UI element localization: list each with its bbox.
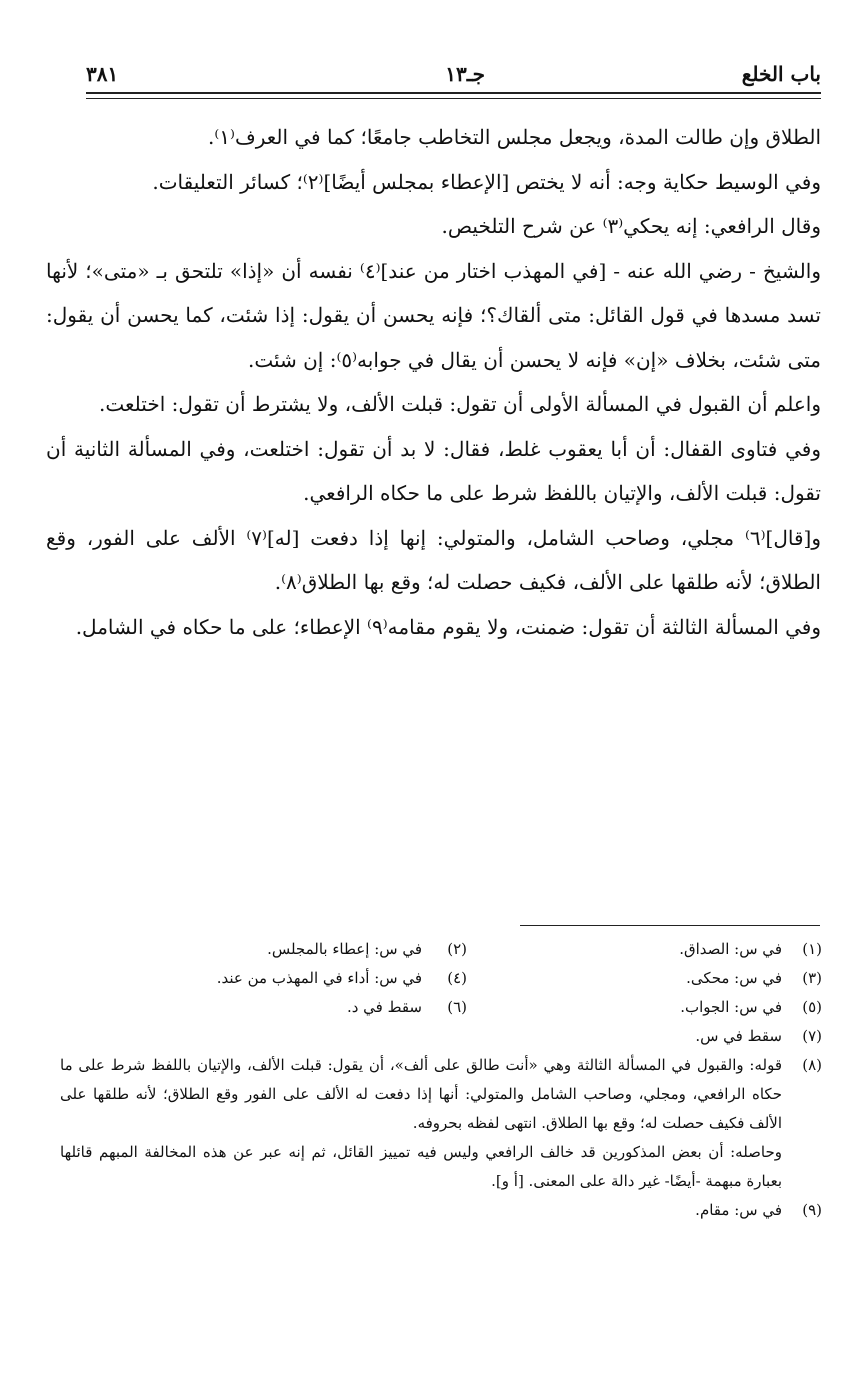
footnote-row (60, 1022, 822, 1051)
paragraph: وفي الوسيط حكاية وجه: أنه لا يختص [الإعطاء بمجلس أيضًا]⁽٢⁾؛ كسائر التعليقات. (152, 169, 821, 194)
footnote-number: (٧) (802, 1027, 822, 1045)
header-rule-thin (86, 98, 821, 99)
page-number: ٣٨١ (86, 62, 119, 86)
footnote-number: (٨) (802, 1056, 822, 1074)
footnotes (60, 935, 822, 1225)
footnote-number: (٢) (447, 940, 467, 958)
footnote-text: في س: محكى. (686, 969, 782, 987)
footnote-number: (١) (802, 940, 822, 958)
footnote-row (60, 964, 822, 993)
chapter-title: باب الخلع (741, 62, 821, 86)
footnote-paragraph: وحاصله: أن بعض المذكورين قد خالف الرافعي وليس فيه تمييز القائل، ثم إنه عبر عن هذه المخالفة المبهم قائلها بعبارة مبهمة -أيضًا- غير دالة على المعنى. [أ و]. (60, 1143, 782, 1190)
footnote-row (60, 1196, 822, 1225)
footnote-text: في س: الصداق. (679, 940, 782, 958)
paragraph: وقال الرافعي: إنه يحكي⁽٣⁾ عن شرح التلخيص. (441, 214, 821, 238)
volume-number: جـ١٣ (445, 62, 485, 86)
footnote-paragraph: قوله: والقبول في المسألة الثالثة وهي «أنت طالق على ألف»، أن يقول: قبلت الألف، والإتيان باللفظ شرط على ما حكاه الرافعي، ومجلي، وصاحب الشامل والمتولي: أنها إذا دفعت له الألف على الفور وقع الطلاق؛ لأنه طلقها على الألف فكيف حصلت له؛ وقع بها الطلاق. انتهى لفظه بحروفه. (60, 1056, 782, 1132)
paragraph: والشيخ - رضي الله عنه - [في المهذب اختار من عند]⁽٤⁾ نفسه أن «إذا» تلتحق بـ «متى»؛ لأنها تسد مسدها في قول القائل: متى ألقاك؟؛ فإنه يحسن أن يقول: إذا شئت، كما يحسن أن يقول: متى شئت، بخلاف «إن» فإنه لا يحسن أن يقال في جوابه⁽٥⁾: إن شئت. (46, 258, 821, 372)
header-rule-thick (86, 92, 821, 94)
footnote-number: (٦) (447, 998, 467, 1016)
paragraph: وفي فتاوى القفال: أن أبا يعقوب غلط، فقال: لا بد أن تقول: اختلعت، وفي المسألة الثانية أن تقول: قبلت الألف، والإتيان باللفظ شرط على ما حكاه الرافعي. (46, 436, 821, 505)
footnote-text: سقط في س. (695, 1027, 782, 1045)
footnote-number: (٩) (802, 1201, 822, 1219)
paragraph: و[قال]⁽٦⁾ مجلي، وصاحب الشامل، والمتولي: إنها إذا دفعت [له]⁽٧⁾ الألف على الفور، وقع الطلاق؛ لأنه طلقها على الألف، فكيف حصلت له؛ وقع بها الطلاق⁽٨⁾. (46, 525, 822, 594)
footnote-number: (٤) (447, 969, 467, 987)
page-header (86, 60, 821, 100)
footnote-text: في س: الجواب. (680, 998, 782, 1016)
footnote-text: في س: إعطاء بالمجلس. (267, 940, 422, 958)
footnote-separator (520, 925, 820, 926)
footnote-text: سقط في د. (346, 998, 422, 1016)
footnote-long (60, 1051, 822, 1196)
footnote-number: (٥) (802, 998, 822, 1016)
paragraph: الطلاق وإن طالت المدة، ويجعل مجلس التخاطب جامعًا؛ كما في العرف⁽١⁾. (208, 125, 821, 149)
paragraph: واعلم أن القبول في المسألة الأولى أن تقول: قبلت الألف، ولا يشترط أن تقول: اختلعت. (99, 392, 821, 416)
main-text (46, 115, 821, 649)
footnote-row (60, 935, 822, 964)
footnote-text: في س: مقام. (695, 1201, 782, 1219)
footnote-text: في س: أداء في المهذب من عند. (216, 969, 422, 987)
footnote-number: (٣) (802, 969, 822, 987)
footnote-row (60, 993, 822, 1022)
paragraph: وفي المسألة الثالثة أن تقول: ضمنت، ولا يقوم مقامه⁽٩⁾ الإعطاء؛ على ما حكاه في الشامل. (75, 614, 821, 639)
